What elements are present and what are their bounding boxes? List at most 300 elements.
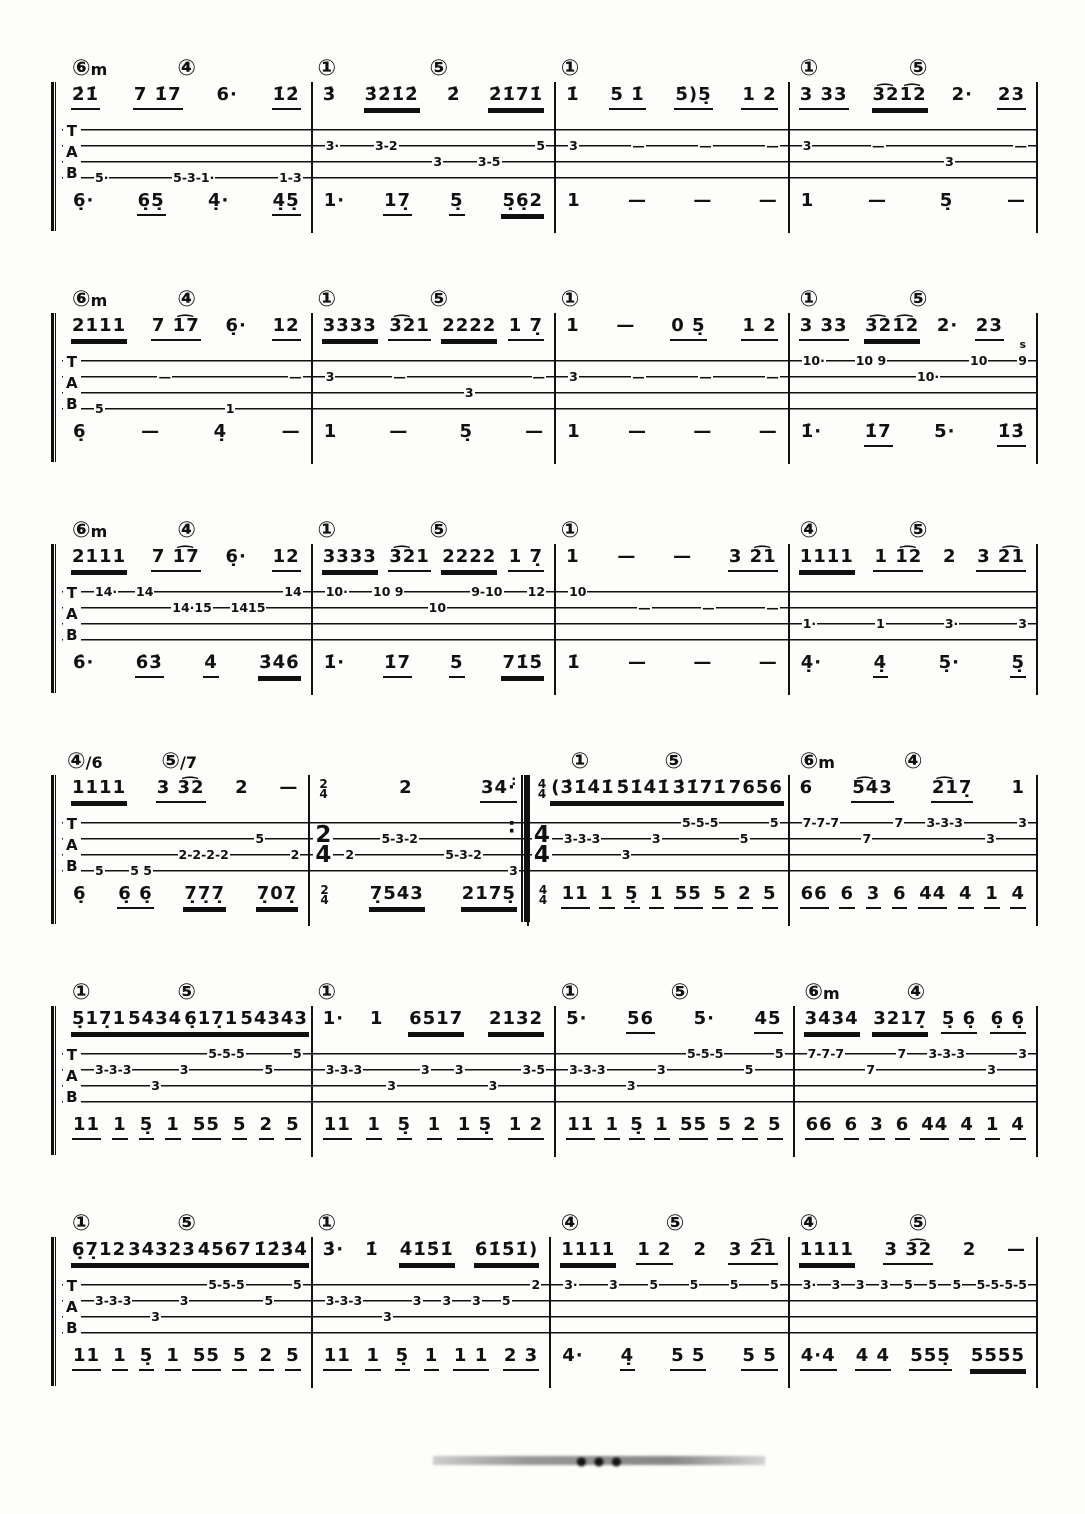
fret-number: 3 [179, 1062, 189, 1077]
melody-line [313, 82, 554, 122]
fret-number: 9 [1018, 353, 1027, 368]
melody-token: 6̇1̇5̇1̇) [474, 1240, 539, 1265]
melody-token: 5· [566, 1008, 588, 1029]
bass-token: 55 [192, 1115, 221, 1140]
fret-number: 3-3-3 [325, 1293, 363, 1308]
fret-number: 2-2-2-2 [178, 847, 229, 862]
melody-token: 2 [399, 777, 413, 798]
measures-row [62, 510, 1038, 695]
melody-token: 3̇1̇71̇ [672, 778, 728, 803]
tab-clef-letter: T [63, 583, 81, 604]
melody-token: 5͡43 [851, 778, 894, 803]
chord-circle-number: ⑥ [804, 980, 823, 1005]
bass-token: 6̣ [73, 421, 87, 442]
tab-numbers [568, 123, 780, 185]
melody-line [556, 544, 788, 584]
chord-label [318, 518, 337, 543]
melody-token: 3 2͡1 [728, 547, 778, 572]
melody-token: 1̇2̇3̇4̇ [253, 1240, 309, 1265]
fret-number: 3 [421, 1062, 430, 1077]
melody-token: 1111 [71, 778, 127, 803]
fret-number: — [532, 369, 546, 384]
melody-token: 3 3͡2 [156, 778, 206, 803]
measure-body [790, 1237, 1038, 1388]
chord-circle-number: ⑤ [429, 518, 449, 543]
chord-circle-number: ⑤ [908, 518, 928, 543]
bass-token: 4̣· [207, 190, 230, 211]
bass-token: 1 [800, 190, 815, 211]
fret-number: 5 [739, 831, 749, 846]
chord-circle-number: ⑤ [177, 980, 196, 1005]
fret-number: 14 [284, 584, 302, 599]
measure-body [313, 1006, 556, 1157]
chord-circle-number: ④ [560, 1211, 580, 1236]
melody-token: 23 [997, 85, 1026, 110]
tab-clef [63, 352, 81, 415]
chord-label [72, 980, 91, 1005]
fret-number: 3 [626, 1078, 636, 1093]
chord-circle-number: ① [560, 518, 580, 543]
system-bracket [51, 775, 56, 924]
fret-number: 5 [928, 1277, 937, 1292]
bass-line [313, 416, 554, 464]
fret-number: — [702, 600, 715, 615]
chord-row [556, 510, 790, 544]
bass-token: 5̣ [139, 1346, 155, 1371]
bass-token: 5 [717, 1115, 733, 1140]
bass-token: 6 [895, 1115, 911, 1140]
tab-clef-letter: A [63, 604, 81, 625]
fret-number: 3-3-3 [926, 815, 963, 830]
melody-token: 34323 [127, 1240, 197, 1265]
chord-row [62, 510, 313, 544]
system-bracket [51, 1237, 56, 1386]
fret-number: — [632, 369, 645, 384]
melody-token: 1̇2̇ [272, 85, 301, 110]
bass-line [551, 1340, 788, 1388]
melody-token: 5̇1̇4̇1̇ [616, 778, 672, 803]
bass-line [62, 1340, 311, 1388]
melody-token: 3͡21 [388, 547, 431, 572]
fret-number: 10 [970, 353, 988, 368]
melody-line [790, 313, 1036, 353]
fret-number: 3-3-3 [95, 1293, 132, 1308]
bass-token: 1̇· [800, 421, 823, 442]
melody-token: 2 [693, 1239, 707, 1260]
bass-token: 5̣ [624, 884, 640, 909]
melody-token: 3 33 [799, 316, 849, 341]
fret-number: 5 [904, 1277, 913, 1292]
bass-line [790, 185, 1036, 233]
bass-token: 2 [259, 1346, 275, 1371]
bass-line [790, 878, 1036, 926]
melody-line [62, 544, 311, 584]
fret-number: 3· [564, 1277, 578, 1292]
bass-token: 5̣ [449, 191, 465, 216]
melody-line [62, 775, 308, 815]
melody-line [62, 1237, 311, 1277]
fret-number: 3 [325, 369, 335, 384]
fret-number: — [699, 138, 712, 153]
fret-number: 9-10 [471, 584, 503, 599]
bass-token: — [627, 190, 646, 211]
melody-token: 6̣17̣1 [183, 1009, 239, 1034]
time-sig-numerator: 4 [533, 822, 550, 848]
chord-label [177, 287, 196, 312]
fret-number: 3· [802, 1277, 817, 1292]
tab-staff [790, 1278, 1036, 1340]
fret-number: 5 [952, 1277, 962, 1292]
melody-token: 5· [693, 1008, 715, 1029]
melody-line [795, 1006, 1036, 1046]
bass-token: 6̣ 6̣ [117, 884, 153, 909]
melody-line [62, 313, 311, 353]
bass-line [313, 1109, 554, 1157]
tab-staff [556, 1047, 793, 1109]
bass-token: 1 [165, 1115, 181, 1140]
tab-clef [63, 1045, 81, 1108]
fret-number: 7-7-7 [807, 1046, 845, 1061]
chord-label [904, 749, 923, 774]
bass-token: 4 4 [855, 1346, 891, 1371]
fret-number: — [699, 369, 712, 384]
chord-row [529, 741, 790, 775]
chord-row [313, 1203, 552, 1237]
tab-staff [313, 1278, 550, 1340]
melody-token: — [1007, 1239, 1026, 1260]
bass-token: 5̣ [1010, 653, 1026, 678]
chord-circle-number: ④ [799, 1211, 819, 1236]
staff-system [62, 741, 1038, 926]
melody-line [313, 1006, 554, 1046]
melody-token: 6517 [408, 1009, 464, 1034]
tab-clef-letter: T [63, 352, 81, 373]
melody-token: 1· [322, 1008, 345, 1029]
chord-circle-number: ⑤ [665, 1211, 685, 1236]
fret-number: 3 [855, 1277, 865, 1292]
tab-numbers [568, 354, 780, 416]
staff-system [62, 972, 1038, 1157]
melody-token: — [279, 777, 298, 798]
tab-staff [62, 1278, 311, 1340]
fret-number: 3-5 [477, 154, 501, 169]
fret-number: — [766, 369, 779, 384]
bass-token: 5 5 [670, 1346, 706, 1371]
chord-circle-number: ④ [177, 56, 196, 81]
measure-body [313, 1237, 552, 1388]
fret-number: 3 [802, 138, 812, 153]
measure [62, 48, 313, 233]
chord-circle-number: ⑥ [72, 287, 91, 312]
fret-number: 7 [862, 831, 872, 846]
tab-numbers [568, 1047, 785, 1109]
fret-number: 3 [488, 1078, 498, 1093]
bass-token: — [1007, 190, 1025, 211]
staff-system [62, 510, 1038, 695]
measure [313, 972, 556, 1157]
bass-token: 5 [449, 653, 465, 678]
bass-token: 1 [985, 1115, 1001, 1140]
chord-label [571, 749, 590, 774]
measure-body [556, 1006, 795, 1157]
fret-number: 3 [509, 863, 518, 878]
chord-row [313, 972, 556, 1006]
chord-row [62, 972, 313, 1006]
melody-token: 6· [216, 84, 238, 105]
fret-number: 1-3 [279, 170, 302, 185]
time-signature [538, 779, 546, 799]
fret-number: — [289, 369, 302, 384]
melody-token: 1 [369, 1008, 384, 1029]
bass-line [790, 1340, 1036, 1388]
bass-token: 5̣ [459, 421, 473, 442]
measure [62, 741, 310, 926]
fret-number: — [1014, 138, 1027, 153]
fret-number: 5 [255, 831, 265, 846]
melody-token: 12 [272, 316, 301, 341]
chord-row [556, 48, 790, 82]
melody-token: 3̇ [322, 84, 337, 105]
melody-token: 3͡21 [388, 316, 431, 341]
chord-circle-number: ④ [177, 518, 196, 543]
tab-staff [62, 354, 311, 416]
melody-line [790, 775, 1036, 815]
bass-token: — [758, 190, 777, 211]
fret-number: 5 [774, 1046, 784, 1061]
chord-circle-number: ④ [66, 749, 86, 774]
bass-token: 5̣ [395, 1346, 411, 1371]
measure [790, 1203, 1038, 1388]
measure [790, 510, 1038, 695]
chord-circle-number: ① [570, 749, 590, 774]
bass-token: — [627, 421, 646, 442]
bass-token: 1 [654, 1115, 670, 1140]
fret-number: 3· [944, 616, 959, 631]
measure-body [556, 82, 790, 233]
tab-clef [63, 1276, 81, 1339]
bass-token: 6̇· [73, 652, 95, 673]
melody-token: 5434 [127, 1009, 183, 1034]
fret-number: 5 [536, 138, 546, 153]
chord-label [317, 1211, 336, 1236]
time-signature [532, 822, 552, 868]
chord-row [313, 279, 556, 313]
bass-token: 1 [599, 884, 615, 909]
measure [529, 741, 790, 926]
bass-token: 1 1 [453, 1346, 489, 1371]
fret-number: 10 [569, 584, 587, 599]
bass-token: — [693, 190, 712, 211]
measure-body [790, 775, 1038, 926]
fret-number: 5-3-2 [381, 831, 418, 846]
fret-number: 7 [866, 1062, 876, 1077]
melody-line [310, 775, 527, 815]
measure [313, 48, 556, 233]
melody-token: 12 [272, 547, 301, 572]
staff-system [62, 1203, 1038, 1388]
chord-row [790, 741, 1038, 775]
melody-token: 6̣7̣12 [71, 1240, 127, 1265]
melody-token: 56 [626, 1009, 655, 1034]
bass-token: 6̣ [73, 883, 87, 904]
fret-number: 5-5-5 [208, 1277, 245, 1292]
chord-circle-number: ④ [906, 980, 926, 1005]
tab-numbers [325, 354, 546, 416]
measure [62, 972, 313, 1157]
bass-token: 1 [323, 421, 338, 442]
chord-circle-number: ⑤ [908, 56, 928, 81]
fret-number: 5 [264, 1293, 274, 1308]
fret-number: 5 [769, 1277, 779, 1292]
chord-label [909, 518, 928, 543]
end-repeat-sign [521, 775, 530, 922]
chord-circle-number: ④ [903, 749, 923, 774]
melody-token: 7656 [728, 778, 784, 803]
chord-label [72, 56, 107, 81]
tab-staff [62, 585, 311, 647]
bass-token: — [693, 652, 712, 673]
fret-number: 3 [609, 1277, 618, 1292]
tab-numbers [94, 354, 303, 416]
tab-numbers [802, 1278, 1028, 1340]
melody-token: 1 2 [741, 316, 777, 341]
chord-circle-number: ① [317, 1211, 337, 1236]
bass-token: 1̇7 [864, 422, 893, 447]
bass-token: 4̣ [620, 1346, 636, 1371]
fret-number: 5 [729, 1277, 739, 1292]
bass-token: 1 [366, 1115, 382, 1140]
tab-numbers [563, 1278, 780, 1340]
melody-token: 1 [566, 546, 580, 567]
chord-row [551, 1203, 790, 1237]
bass-token: 2 [737, 884, 753, 909]
melody-token: 1 1͡2 [873, 547, 923, 572]
bass-line [556, 647, 788, 695]
fret-number: 5-3-2 [445, 847, 482, 862]
bass-token: 5555 [970, 1346, 1026, 1371]
fret-number: 3 [472, 1293, 481, 1308]
measures-row [62, 972, 1038, 1157]
measure-body [790, 313, 1038, 464]
measure-body [790, 544, 1038, 695]
tab-staff [310, 816, 527, 878]
chord-row [62, 741, 310, 775]
tab-numbers [807, 1047, 1028, 1109]
melody-token: 1 2 [741, 85, 777, 110]
tab-staff [556, 585, 788, 647]
fret-number: 3 [1018, 815, 1027, 830]
chord-circle-number: ① [560, 56, 580, 81]
time-sig-denominator: 4 [538, 893, 548, 907]
fret-number: 3 [879, 1277, 889, 1292]
measures-row [62, 48, 1038, 233]
fret-number: 3 [656, 1062, 666, 1077]
bass-token: 71̇5̇ [501, 653, 544, 678]
fret-number: 3 [412, 1293, 422, 1308]
fret-number: 3 [945, 154, 954, 169]
chord-label [177, 518, 196, 543]
melody-line [790, 82, 1036, 122]
fret-number: 5 [292, 1277, 302, 1292]
bass-token: 6̣· [73, 190, 95, 211]
melody-token: 34· [480, 778, 517, 803]
bass-token: — [525, 421, 544, 442]
bass-token: 6 [892, 884, 908, 909]
fret-number: 12 [527, 584, 546, 599]
melody-line [556, 1006, 793, 1046]
tab-staff [62, 1047, 311, 1109]
chord-circle-number: ① [560, 287, 580, 312]
tab-numbers [94, 1047, 303, 1109]
chord-row [790, 1203, 1038, 1237]
bass-token: 3 [869, 1115, 885, 1140]
melody-line [529, 775, 788, 815]
tab-numbers [325, 1278, 542, 1340]
measure-body [313, 544, 556, 695]
melody-token: 3̇· [322, 1239, 345, 1260]
measure [62, 510, 313, 695]
fret-number: 3 [986, 831, 995, 846]
melody-token: 1111 [560, 1240, 616, 1265]
fret-number: 5 [264, 1062, 274, 1077]
chord-row [62, 1203, 313, 1237]
chord-row [795, 972, 1038, 1006]
chord-circle-number: ⑤ [429, 287, 449, 312]
melody-token: 3 2͡1 [976, 547, 1026, 572]
melody-token: (3̇1̇4̇1̇ [550, 778, 615, 803]
measure-body [62, 1006, 313, 1157]
bass-token: 3̇4̇6̇ [258, 653, 301, 678]
fret-number: 7 [894, 815, 904, 830]
bass-line [529, 878, 788, 926]
tab-staff [313, 123, 554, 185]
tab-clef-letter: A [63, 373, 81, 394]
fret-number: 5-5-5 [681, 815, 719, 830]
bass-token: 6 [844, 1115, 860, 1140]
chord-row [556, 972, 795, 1006]
chord-label [72, 1211, 91, 1236]
chord-suffix: m [818, 753, 835, 772]
chord-suffix: /7 [179, 753, 197, 772]
melody-token: 1 [1011, 777, 1025, 798]
melody-token: 6̣· [225, 546, 247, 567]
melody-token: 2̇ [447, 84, 461, 105]
tab-clef [63, 121, 81, 184]
melody-line [313, 544, 554, 584]
tab-staff [529, 816, 788, 878]
chord-circle-number: ⑤ [161, 749, 180, 774]
measure-body [62, 313, 313, 464]
bass-token: 6̇3̇ [135, 653, 164, 678]
tab-numbers [325, 1047, 546, 1109]
bass-token: 5· [934, 421, 956, 442]
chord-row [313, 510, 556, 544]
bass-token: — [627, 652, 646, 673]
melody-token: 7 1̇7 [133, 85, 183, 110]
measure [62, 279, 313, 464]
chord-row [62, 279, 313, 313]
melody-token: 3434 [804, 1009, 860, 1034]
bass-token: 1 [649, 884, 665, 909]
bass-line [62, 185, 311, 233]
melody-token: 5̇)5̣ [674, 85, 712, 110]
bass-token: 5 [762, 884, 778, 909]
tab-clef-letter: B [63, 856, 81, 877]
melody-token: 2222 [441, 316, 497, 341]
fret-number: 3-5 [522, 1062, 546, 1077]
chord-row [790, 48, 1038, 82]
melody-line [313, 1237, 550, 1277]
